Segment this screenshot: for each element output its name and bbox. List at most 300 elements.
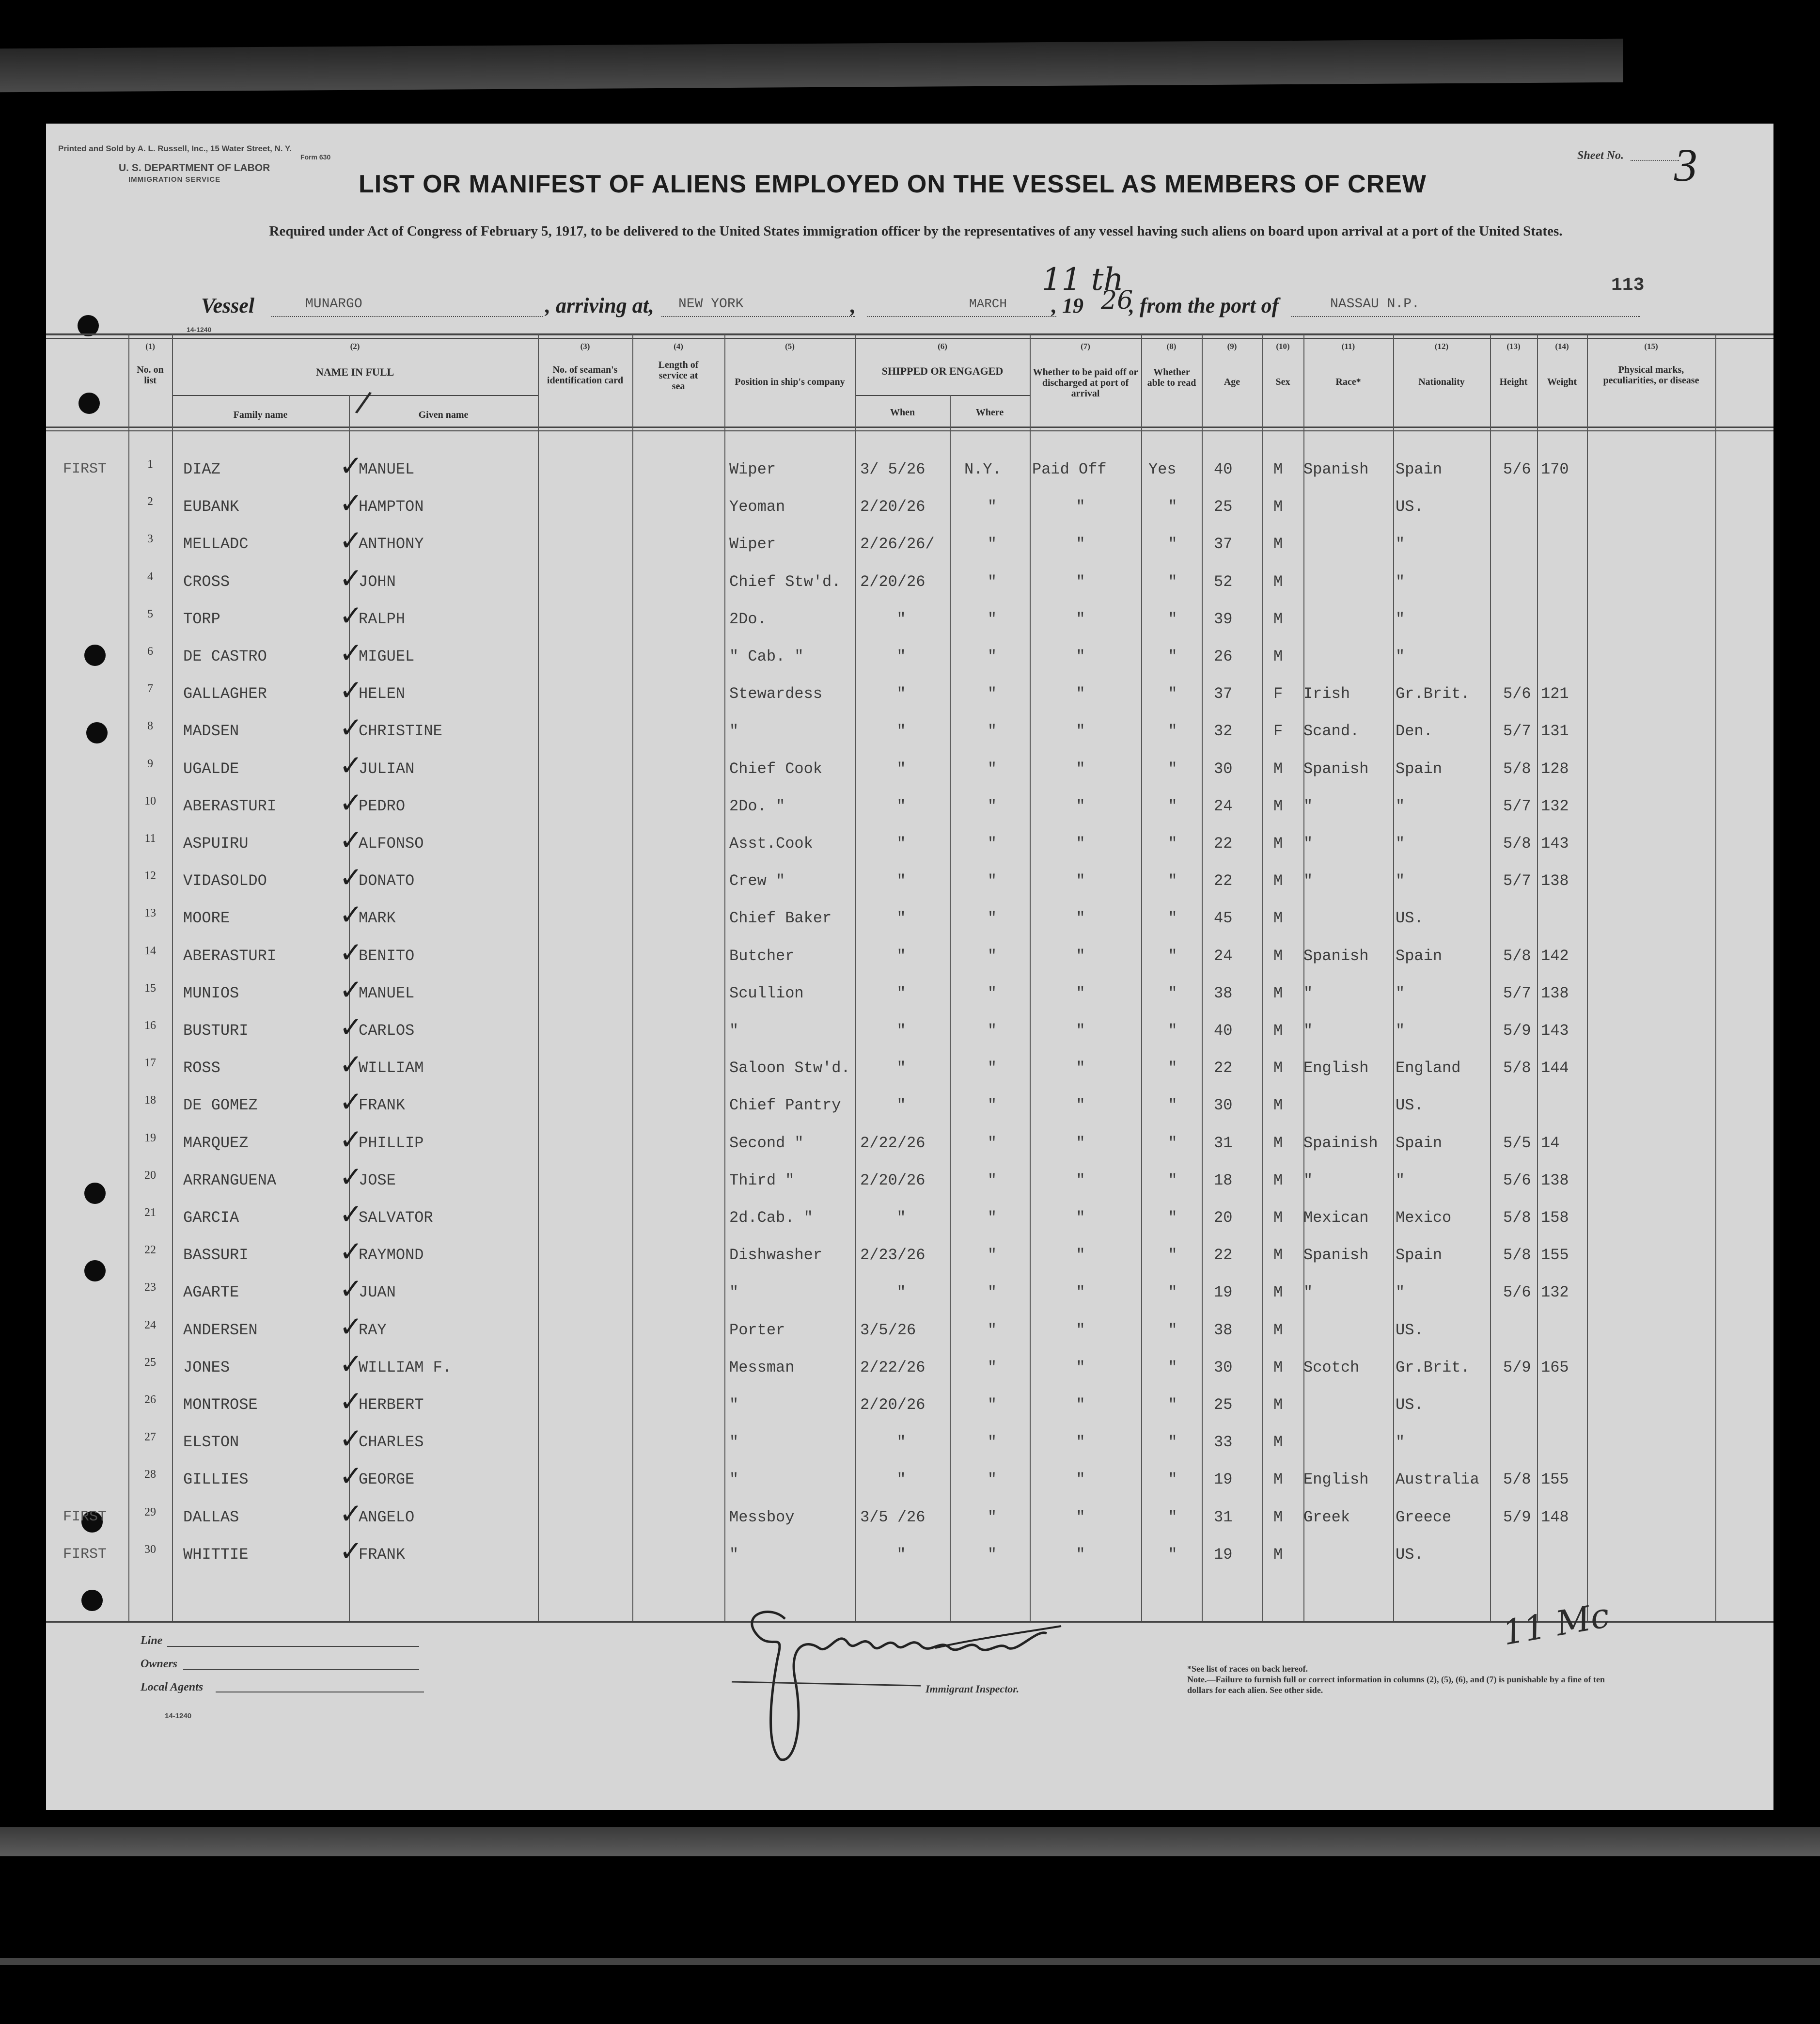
cell-shipped-where: "	[987, 1209, 997, 1227]
row-number: 9	[147, 757, 153, 770]
cell-nationality: Greece	[1396, 1508, 1452, 1526]
cell-sex: M	[1273, 984, 1283, 1002]
row-number: 20	[144, 1169, 156, 1182]
cell-shipped-where: "	[987, 1246, 997, 1265]
cell-sex: M	[1273, 1171, 1283, 1189]
cell-paid-off: "	[1076, 872, 1085, 890]
cell-nationality: Spain	[1396, 460, 1443, 478]
cell-shipped-when: "	[896, 947, 906, 965]
cell-age: 52	[1214, 572, 1233, 591]
cell-nationality: England	[1396, 1059, 1461, 1077]
cell-race: Spanish	[1303, 1246, 1369, 1265]
cell-race: Spanish	[1303, 947, 1369, 965]
cell-paid-off: "	[1076, 572, 1085, 591]
arriving-line	[661, 316, 855, 317]
cell-age: 30	[1214, 759, 1233, 778]
cell-weight: 132	[1541, 797, 1569, 815]
cell-shipped-when: 3/5 /26	[860, 1508, 926, 1526]
cell-weight: 128	[1541, 759, 1569, 778]
cell-shipped-when: 2/20/26	[860, 572, 926, 591]
cell-able-to-read: "	[1168, 984, 1177, 1002]
cell-shipped-where: "	[987, 909, 997, 928]
vessel-name: MUNARGO	[305, 297, 362, 312]
row-number: 4	[147, 570, 153, 583]
cell-position: "	[729, 722, 739, 741]
cell-shipped-when: 2/20/26	[860, 1171, 926, 1189]
cell-given-name: FRANK	[359, 1545, 406, 1564]
from-port-line	[1291, 316, 1640, 317]
cell-family-name: ROSS	[183, 1059, 220, 1077]
cell-family-name: BASSURI	[183, 1246, 249, 1265]
cell-position: " Cab. "	[729, 648, 804, 665]
cell-height: 5/6	[1503, 685, 1531, 703]
cell-family-name: UGALDE	[183, 759, 239, 778]
cell-height: 5/7	[1503, 722, 1531, 741]
cell-family-name: TORP	[183, 610, 220, 628]
cell-family-name: MARQUEZ	[183, 1134, 249, 1152]
cell-sex: M	[1273, 1096, 1283, 1115]
cell-shipped-where: "	[987, 1471, 997, 1489]
cell-given-name: JOSE	[359, 1171, 396, 1189]
cell-race: "	[1303, 1283, 1313, 1302]
cell-position: Wiper	[729, 535, 776, 553]
row-number: 28	[144, 1468, 156, 1481]
cell-race: "	[1303, 1171, 1313, 1189]
cell-paid-off: "	[1076, 498, 1085, 516]
col-header-height: Height	[1499, 377, 1528, 387]
cell-paid-off: "	[1076, 1508, 1085, 1526]
department-block	[119, 162, 270, 186]
cell-given-name: RAY	[359, 1321, 387, 1339]
col-header-family: Family name	[233, 410, 288, 420]
cell-paid-off: "	[1076, 1396, 1085, 1414]
cell-able-to-read: "	[1168, 648, 1177, 665]
cell-age: 22	[1214, 872, 1233, 890]
cell-paid-off: "	[1076, 648, 1085, 665]
cell-able-to-read: "	[1168, 1209, 1177, 1227]
cell-height: 5/9	[1503, 1508, 1531, 1526]
cell-shipped-when: "	[896, 722, 906, 741]
cell-paid-off: "	[1076, 1096, 1085, 1115]
check-mark-icon: ✓	[339, 898, 363, 932]
cell-position: Stewardess	[729, 685, 823, 703]
cell-paid-off: "	[1076, 1246, 1085, 1265]
cell-shipped-where: "	[987, 610, 997, 628]
col-divider	[538, 334, 539, 1621]
row-number: 7	[147, 682, 153, 696]
cell-nationality: US.	[1396, 1321, 1424, 1339]
cell-age: 22	[1214, 1059, 1233, 1077]
cell-shipped-where: "	[987, 797, 997, 815]
cell-shipped-where: "	[987, 1283, 997, 1302]
cell-weight: 138	[1541, 984, 1569, 1002]
cell-paid-off: "	[1076, 984, 1085, 1002]
cell-race: Spanish	[1303, 759, 1369, 778]
col-header-race: Race*	[1335, 377, 1361, 387]
table-top-rule	[46, 333, 1773, 335]
cell-able-to-read: "	[1168, 1171, 1177, 1189]
cell-given-name: GEORGE	[359, 1471, 415, 1489]
col-header-sex: Sex	[1275, 377, 1290, 387]
cell-sex: M	[1273, 1134, 1283, 1152]
row-number: 5	[147, 607, 153, 620]
check-mark-icon: ✓	[339, 561, 363, 595]
col-divider	[1537, 334, 1538, 1621]
cell-able-to-read: "	[1168, 1433, 1177, 1452]
local-agents-label: Local Agents	[141, 1681, 204, 1693]
cell-able-to-read: "	[1168, 1321, 1177, 1339]
col-divider	[855, 334, 856, 1621]
row-number: 3	[147, 533, 153, 546]
cell-position: Dishwasher	[729, 1246, 823, 1265]
check-mark-icon: ✓	[339, 1459, 363, 1493]
cell-age: 37	[1214, 535, 1233, 553]
cell-paid-off: "	[1076, 1358, 1085, 1376]
cell-nationality: Australia	[1396, 1471, 1479, 1489]
cell-shipped-when: "	[896, 984, 906, 1002]
cell-position: Messboy	[729, 1508, 795, 1526]
cell-shipped-when: "	[896, 1022, 906, 1040]
cell-nationality: "	[1396, 872, 1405, 890]
cell-weight: 143	[1541, 835, 1569, 853]
cell-family-name: MELLADC	[183, 535, 249, 553]
cell-paid-off: "	[1076, 1059, 1085, 1077]
cell-shipped-when: "	[896, 1096, 906, 1115]
cell-sex: M	[1273, 1209, 1283, 1227]
footnote-races: *See list of races on back hereof.	[1187, 1664, 1308, 1674]
cell-able-to-read: "	[1168, 1283, 1177, 1302]
cell-position: Wiper	[729, 460, 776, 478]
check-mark-icon: ✓	[339, 711, 363, 744]
cell-family-name: MUNIOS	[183, 984, 239, 1002]
cell-family-name: ARRANGUENA	[183, 1171, 277, 1189]
cell-shipped-where: "	[987, 872, 997, 890]
cell-shipped-where: "	[987, 1358, 997, 1376]
cell-race: "	[1303, 872, 1313, 890]
cell-nationality: Spain	[1396, 759, 1443, 778]
cell-sex: M	[1273, 498, 1283, 516]
check-mark-icon: ✓	[339, 1235, 363, 1268]
cell-given-name: MIGUEL	[359, 648, 415, 665]
cell-nationality: Gr.Brit.	[1396, 1358, 1470, 1376]
cell-given-name: HERBERT	[359, 1396, 424, 1414]
cell-given-name: PHILLIP	[359, 1134, 424, 1152]
cell-shipped-where: "	[987, 1134, 997, 1152]
col-divider	[1490, 334, 1491, 1621]
col-number: (1)	[145, 342, 155, 351]
cell-weight: 155	[1541, 1471, 1569, 1489]
cell-sex: M	[1273, 1545, 1283, 1564]
cell-position: Yeoman	[729, 498, 785, 516]
arriving-port: NEW YORK	[678, 297, 744, 312]
cell-position: Messman	[729, 1358, 795, 1376]
cell-shipped-when: 2/26/26/	[860, 535, 935, 553]
cell-age: 37	[1214, 685, 1233, 703]
row-number: 23	[144, 1281, 156, 1294]
col-header-service: Length of service at sea	[658, 360, 699, 392]
cell-age: 24	[1214, 797, 1233, 815]
cell-age: 30	[1214, 1096, 1233, 1115]
row-number: 15	[144, 981, 156, 995]
check-mark-icon: ✓	[339, 1385, 363, 1418]
cell-family-name: ASPUIRU	[183, 835, 249, 853]
cell-nationality: Gr.Brit.	[1396, 685, 1470, 703]
cell-height: 5/7	[1503, 872, 1531, 890]
check-mark-icon: ✓	[339, 449, 363, 482]
cell-shipped-where: "	[987, 535, 997, 553]
cell-shipped-when: "	[896, 872, 906, 890]
cell-family-name: WHITTIE	[183, 1545, 249, 1564]
cell-given-name: ANGELO	[359, 1508, 415, 1526]
cell-sex: M	[1273, 1246, 1283, 1265]
cell-able-to-read: "	[1168, 835, 1177, 853]
cell-race: Greek	[1303, 1508, 1350, 1526]
cell-family-name: GARCIA	[183, 1209, 239, 1227]
cell-position: Asst.Cook	[729, 835, 813, 853]
col-number: (5)	[785, 342, 795, 351]
cell-race: "	[1303, 797, 1313, 815]
cell-position: Chief Cook	[729, 759, 823, 778]
cell-paid-off: "	[1076, 1283, 1085, 1302]
check-mark-icon: ✓	[339, 1534, 363, 1567]
check-mark-icon: ✓	[339, 861, 363, 894]
cell-race: Scotch	[1303, 1358, 1360, 1376]
cell-position: Scullion	[729, 984, 804, 1002]
row-number: 30	[144, 1543, 156, 1556]
cell-age: 19	[1214, 1545, 1233, 1564]
cell-nationality: Mexico	[1396, 1209, 1452, 1227]
cell-position: Crew "	[729, 872, 785, 890]
cell-paid-off: "	[1076, 1022, 1085, 1040]
cell-paid-off: "	[1076, 1321, 1085, 1339]
cell-paid-off: "	[1076, 722, 1085, 741]
col-number: (9)	[1227, 342, 1237, 351]
cell-given-name: MANUEL	[359, 984, 415, 1002]
page-title: LIST OR MANIFEST OF ALIENS EMPLOYED ON THE VESSEL AS MEMBERS OF CREW	[359, 170, 1427, 198]
cell-shipped-when: "	[896, 1283, 906, 1302]
cell-shipped-where: "	[987, 1396, 997, 1414]
scan-strip	[0, 1958, 1820, 1965]
cell-nationality: "	[1396, 1171, 1405, 1189]
cell-given-name: HELEN	[359, 685, 406, 703]
list-number: 113	[1611, 275, 1645, 296]
punch-hole	[84, 1183, 106, 1204]
cell-shipped-when: "	[896, 797, 906, 815]
cell-age: 25	[1214, 498, 1233, 516]
cell-age: 38	[1214, 984, 1233, 1002]
row-number: 8	[147, 720, 153, 733]
check-mark-icon: ✓	[339, 786, 363, 819]
cell-family-name: MADSEN	[183, 722, 239, 741]
check-mark-icon: ✓	[339, 524, 363, 557]
cell-paid-off: "	[1076, 909, 1085, 928]
cell-height: 5/7	[1503, 797, 1531, 815]
col-number: (7)	[1081, 342, 1090, 351]
row-margin-label: FIRST	[63, 1546, 107, 1563]
cell-race: Spanish	[1303, 460, 1369, 478]
cell-age: 19	[1214, 1283, 1233, 1302]
col-number: (10)	[1276, 342, 1290, 351]
department-name: U. S. DEPARTMENT OF LABOR	[119, 162, 270, 174]
cell-nationality: Spain	[1396, 947, 1443, 965]
cell-nationality: Spain	[1396, 1134, 1443, 1152]
check-mark-icon: ✓	[339, 1347, 363, 1380]
check-mark-icon: ✓	[339, 636, 363, 669]
cell-height: 5/8	[1503, 1209, 1531, 1227]
cell-height: 5/8	[1503, 947, 1531, 965]
cell-family-name: GILLIES	[183, 1471, 249, 1489]
cell-nationality: "	[1396, 1022, 1405, 1040]
cell-sex: M	[1273, 1321, 1283, 1339]
cell-position: 2Do.	[729, 610, 767, 628]
cell-shipped-when: "	[896, 1471, 906, 1489]
cell-weight: 121	[1541, 685, 1569, 703]
inspector-signature	[727, 1599, 1085, 1769]
cell-weight: 138	[1541, 1171, 1569, 1189]
cell-able-to-read: "	[1168, 722, 1177, 741]
col-number: (3)	[580, 342, 590, 351]
row-number: 19	[144, 1131, 156, 1144]
cell-family-name: DALLAS	[183, 1508, 239, 1526]
cell-race: English	[1303, 1059, 1369, 1077]
cell-height: 5/8	[1503, 1471, 1531, 1489]
cell-shipped-where: "	[987, 648, 997, 665]
cell-position: Saloon Stw'd.	[729, 1059, 850, 1077]
cell-given-name: CHRISTINE	[359, 722, 442, 741]
row-number: 26	[144, 1393, 156, 1406]
cell-shipped-where: "	[987, 1171, 997, 1189]
col-divider	[1303, 334, 1304, 1621]
cell-nationality: "	[1396, 797, 1405, 815]
col-number: (2)	[350, 342, 360, 351]
cell-weight: 142	[1541, 947, 1569, 965]
date-line	[867, 316, 1056, 317]
row-number: 11	[144, 832, 156, 845]
service-name: IMMIGRATION SERVICE	[128, 175, 221, 184]
cell-height: 5/6	[1503, 460, 1531, 478]
form-code-top: 14-1240	[187, 326, 212, 333]
col-divider	[1715, 334, 1716, 1621]
cell-sex: M	[1273, 1508, 1283, 1526]
cell-shipped-when: 2/23/26	[860, 1246, 926, 1265]
from-port: NASSAU N.P.	[1330, 297, 1420, 312]
row-number: 6	[147, 645, 153, 658]
cell-shipped-when: "	[896, 685, 906, 703]
cell-shipped-when: "	[896, 1545, 906, 1564]
row-number: 24	[144, 1318, 156, 1331]
cell-shipped-when: "	[896, 1209, 906, 1227]
cell-given-name: SALVATOR	[359, 1209, 433, 1227]
cell-weight: 14	[1541, 1134, 1560, 1152]
cell-shipped-when: "	[896, 1059, 906, 1077]
cell-nationality: US.	[1396, 1545, 1424, 1564]
col-divider	[632, 334, 633, 1621]
cell-position: "	[729, 1471, 739, 1489]
col-divider	[128, 334, 129, 1621]
cell-shipped-where: "	[987, 759, 997, 778]
cell-shipped-when: "	[896, 909, 906, 928]
col-header-shipped: SHIPPED OR ENGAGED	[881, 365, 1004, 377]
cell-family-name: GALLAGHER	[183, 685, 267, 703]
cell-age: 45	[1214, 909, 1233, 928]
cell-nationality: "	[1396, 572, 1405, 591]
cell-age: 22	[1214, 1246, 1233, 1265]
cell-sex: M	[1273, 1396, 1283, 1414]
row-number: 12	[144, 870, 156, 883]
cell-nationality: "	[1396, 535, 1405, 553]
check-mark-icon: ✓	[339, 1160, 363, 1193]
sheet-number: 3	[1674, 139, 1697, 191]
margin-note-handwritten: 11 Mc	[1499, 1595, 1613, 1653]
cell-shipped-when: "	[896, 759, 906, 778]
col-number: (15)	[1644, 342, 1658, 351]
check-mark-icon: ✓	[339, 1272, 363, 1306]
cell-given-name: CARLOS	[359, 1022, 415, 1040]
col-header-when: When	[890, 407, 915, 418]
cell-weight: 132	[1541, 1283, 1569, 1302]
cell-able-to-read: "	[1168, 1246, 1177, 1265]
cell-able-to-read: "	[1168, 498, 1177, 516]
cell-given-name: HAMPTON	[359, 498, 424, 516]
row-margin-label: FIRST	[63, 461, 107, 477]
row-number: 21	[144, 1206, 156, 1219]
cell-able-to-read: "	[1168, 759, 1177, 778]
cell-age: 32	[1214, 722, 1233, 741]
cell-paid-off: "	[1076, 1471, 1085, 1489]
col-header-no: No. on list	[137, 364, 164, 386]
cell-sex: M	[1273, 572, 1283, 591]
cell-race: English	[1303, 1471, 1369, 1489]
check-mark-icon: ✓	[339, 1123, 363, 1156]
cell-able-to-read: "	[1168, 909, 1177, 928]
cell-sex: M	[1273, 759, 1283, 778]
cell-position: 2d.Cab. "	[729, 1209, 813, 1227]
arrival-month: MARCH	[969, 297, 1007, 311]
cell-shipped-where: "	[987, 1508, 997, 1526]
cell-given-name: WILLIAM	[359, 1059, 424, 1077]
cell-shipped-when: "	[896, 648, 906, 665]
cell-family-name: ELSTON	[183, 1433, 239, 1452]
row-number: 14	[144, 944, 156, 957]
cell-able-to-read: "	[1168, 947, 1177, 965]
cell-able-to-read: "	[1168, 1022, 1177, 1040]
cell-age: 22	[1214, 835, 1233, 853]
col-divider	[1141, 334, 1142, 1621]
line-rule	[167, 1646, 419, 1647]
col-header-where: Where	[975, 407, 1004, 418]
col-divider	[1030, 334, 1031, 1621]
cell-age: 31	[1214, 1134, 1233, 1152]
cell-position: Butcher	[729, 947, 795, 965]
cell-race: Irish	[1303, 685, 1350, 703]
sheet-label: Sheet No.	[1577, 149, 1624, 162]
cell-position: "	[729, 1022, 739, 1040]
cell-weight: 138	[1541, 872, 1569, 890]
cell-race: Spainish	[1303, 1134, 1378, 1152]
vessel-label: Vessel	[201, 294, 254, 317]
cell-height: 5/9	[1503, 1022, 1531, 1040]
cell-sex: M	[1273, 872, 1283, 890]
cell-age: 24	[1214, 947, 1233, 965]
comma: ,	[850, 294, 856, 317]
cell-nationality: "	[1396, 1283, 1405, 1302]
cell-able-to-read: "	[1168, 1508, 1177, 1526]
col-divider	[1587, 334, 1588, 1621]
cell-weight: 131	[1541, 722, 1569, 741]
cell-nationality: "	[1396, 835, 1405, 853]
cell-age: 19	[1214, 1471, 1233, 1489]
cell-able-to-read: "	[1168, 572, 1177, 591]
